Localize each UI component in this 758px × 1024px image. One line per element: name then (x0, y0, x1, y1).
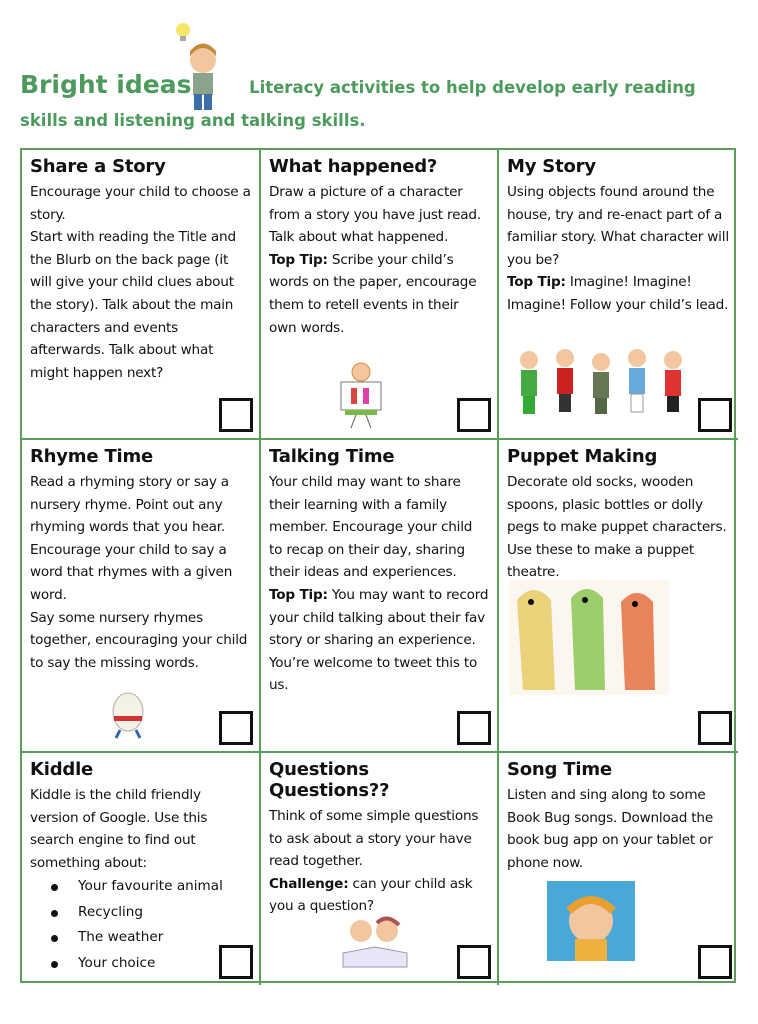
costumed-children-illustration (513, 346, 693, 418)
challenge (269, 873, 489, 918)
activity-text: Your child may want to share their learning with a family member. Encourage your child to recap on their day, sharing their ideas and experiences. (269, 474, 473, 581)
activity-what-happened (261, 150, 499, 440)
activity-title: Puppet Making (507, 446, 658, 467)
activity-title: Kiddle (30, 759, 94, 780)
tip-label: Top Tip: (269, 251, 328, 268)
activity-title: Talking Time (269, 446, 395, 467)
tip-text: Imagine! Imagine! Imagine! Follow your child’s lead. (507, 274, 729, 313)
completion-checkbox[interactable] (219, 945, 253, 979)
activity-rhyme-time (22, 440, 261, 753)
child-drawing-illustration (331, 360, 391, 430)
activity-text: Read a rhyming story or say a nursery rhyme. Point out any rhyming words that you hear. (30, 474, 229, 536)
completion-checkbox[interactable] (698, 398, 732, 432)
activity-text: Encourage your child to say a word that rhymes with a given word. (30, 541, 233, 603)
activity-text: Draw a picture of a character from a story you have just read. Talk about what happened. (269, 184, 481, 246)
activity-title: My Story (507, 156, 596, 177)
activity-title: Questions Questions?? (269, 759, 390, 801)
activity-questions (261, 753, 499, 985)
children-reading-illustration (337, 913, 413, 973)
book-bug-app-icon (547, 881, 635, 961)
activity-title: What happened? (269, 156, 438, 177)
activity-text: Think of some simple questions to ask about a story your have read together. (269, 808, 479, 870)
sock-puppets-photo (509, 580, 669, 695)
activity-my-story (499, 150, 738, 440)
challenge-text: can your child ask you a question? (269, 875, 473, 915)
completion-checkbox[interactable] (698, 945, 732, 979)
activity-text: Start with reading the Title and the Blurb on the back page (it will give your child clues about the story). Talk about the main characters and events afterwards. Talk about what might happen next? (30, 229, 236, 381)
top-tip (269, 584, 489, 697)
list-item: Your choice (48, 951, 251, 977)
top-tip (507, 271, 730, 316)
list-item: Recycling (48, 900, 251, 926)
subtitle-line-2: skills and listening and talking skills. (20, 111, 366, 130)
subtitle-line-1: Literacy activities to help develop early reading (249, 78, 696, 97)
tip-label: Top Tip: (507, 274, 566, 291)
page-header (20, 70, 696, 99)
completion-checkbox[interactable] (457, 711, 491, 745)
activity-puppet-making (499, 440, 738, 753)
list-item: The weather (48, 925, 251, 951)
completion-checkbox[interactable] (219, 398, 253, 432)
tip-text: Scribe your child’s words on the paper, encourage them to retell events in their own words. (269, 251, 477, 336)
activity-grid (20, 148, 736, 983)
activity-text: Decorate old socks, wooden spoons, plasic bottles or dolly pegs to make puppet characters. Use these to make a puppet theatre. (507, 474, 727, 581)
challenge-label: Challenge: (269, 875, 349, 892)
activity-title: Song Time (507, 759, 612, 780)
activity-talking-time (261, 440, 499, 753)
activity-title: Rhyme Time (30, 446, 154, 467)
activity-share-a-story (22, 150, 261, 440)
activity-text: Using objects found around the house, try and re-enact part of a familiar story. What character will you be? (507, 184, 729, 268)
activity-text: Encourage your child to choose a story. (30, 184, 251, 223)
list-item: Your favourite animal (48, 874, 251, 900)
humpty-dumpty-illustration (106, 690, 150, 740)
brand-title: Bright ideas (20, 70, 192, 99)
activity-kiddle (22, 753, 261, 985)
completion-checkbox[interactable] (219, 711, 253, 745)
tip-label: Top Tip: (269, 586, 328, 603)
activity-text: Say some nursery rhymes together, encouraging your child to say the missing words. (30, 609, 248, 671)
activity-title: Share a Story (30, 156, 166, 177)
completion-checkbox[interactable] (457, 398, 491, 432)
activity-text: Listen and sing along to some Book Bug songs. Download the book bug app on your tablet or phone now. (507, 787, 714, 871)
completion-checkbox[interactable] (457, 945, 491, 979)
activity-song-time (499, 753, 738, 985)
completion-checkbox[interactable] (698, 711, 732, 745)
activity-text: Kiddle is the child friendly version of Google. Use this search engine to find out something about: (30, 787, 208, 871)
tip-text: You may want to record your child talking about their fav story or sharing an experience. You’re welcome to tweet this to us. (269, 586, 489, 694)
top-tip (269, 249, 489, 339)
